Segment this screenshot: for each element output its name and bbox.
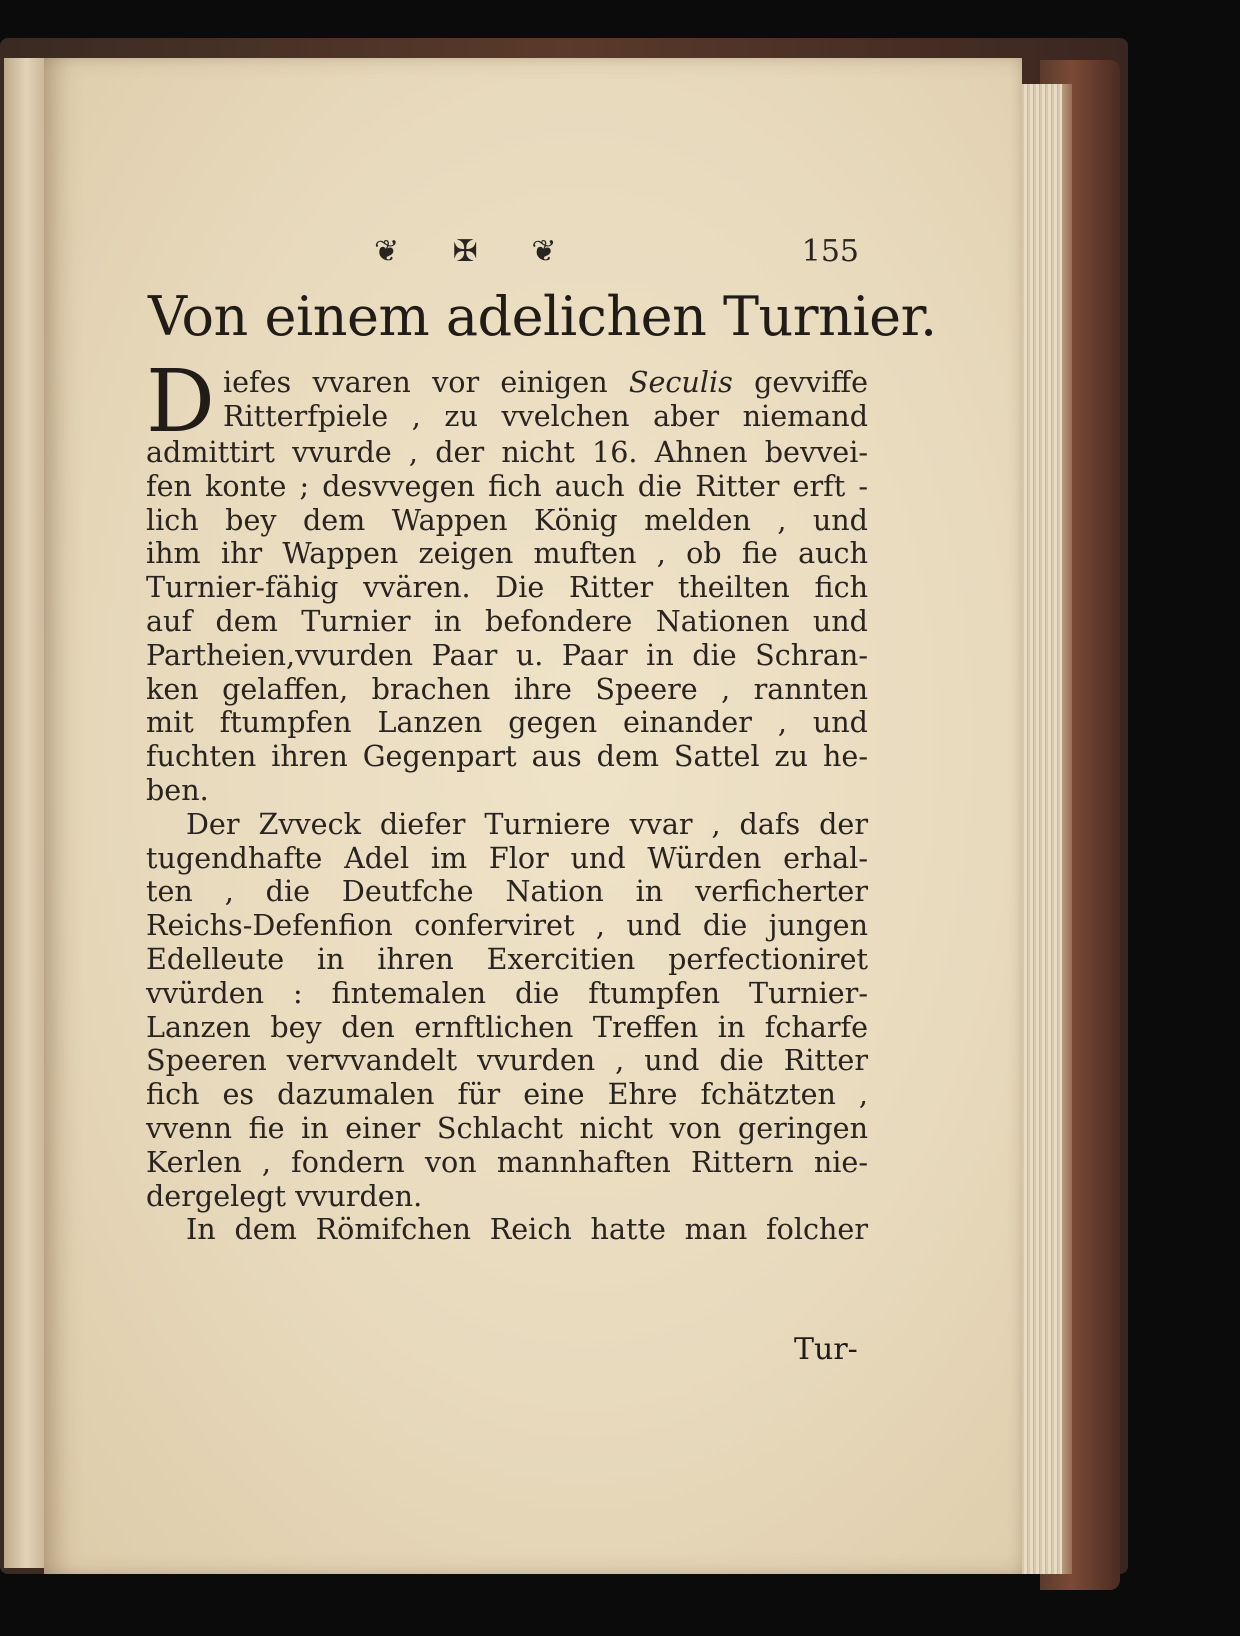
text-line: Speeren vervvandelt vvurden , und die Ritter <box>146 1043 868 1078</box>
text-line: Reichs-Defenfion conferviret , und die jungen <box>146 908 868 943</box>
book-page <box>44 58 1022 1574</box>
text-line: dergelegt vvurden. <box>146 1178 423 1213</box>
paragraph-1 <box>146 352 868 808</box>
text-line: In dem Römifchen Reich hatte man folcher <box>186 1212 868 1247</box>
page-number: 155 <box>801 234 859 269</box>
text-line: fuchten ihren Gegenpart aus dem Sattel zu he- <box>146 739 868 774</box>
text-line: Kerlen , fondern von mannhaften Rittern nie- <box>146 1144 868 1179</box>
text-line: Der Zvveck diefer Turniere vvar , dafs der <box>186 806 868 841</box>
text-line: tugendhafte Adel im Flor und Würden erhal- <box>146 840 868 875</box>
text-line: vvenn fie in einer Schlacht nicht von geringen <box>146 1110 868 1145</box>
page-title: Von einem adelichen Turnier. <box>148 285 937 348</box>
text-line: fich es dazumalen für eine Ehre fchätzten , <box>146 1077 868 1112</box>
text-line: ihm ihr Wappen zeigen muften , ob fie auch <box>146 536 868 571</box>
text-line: ten , die Deutfche Nation in verficherter <box>146 874 868 909</box>
paragraph-2 <box>146 808 868 1214</box>
previous-page-sliver <box>4 58 46 1568</box>
text-line: ken gelaffen, brachen ihre Speere , rannten <box>146 671 868 706</box>
text-line: auf dem Turnier in befondere Nationen und <box>146 603 868 638</box>
text-line: Lanzen bey den ernftlichen Treffen in fcharfe <box>146 1009 868 1044</box>
page-edges <box>1018 84 1072 1574</box>
text-line: mit ftumpfen Lanzen gegen einander , und <box>146 705 868 740</box>
paragraph-3 <box>146 1213 868 1247</box>
body-text <box>146 352 868 1247</box>
text-line: lich bey dem Wappen König melden , und <box>146 502 868 537</box>
text-line: admittirt vvurde , der nicht 16. Ahnen bevvei- <box>146 435 868 469</box>
drop-cap: D <box>146 352 215 452</box>
text-line: Ritterfpiele , zu vvelchen aber niemand <box>222 398 868 433</box>
text-line: ben. <box>146 772 209 807</box>
text-line: Edelleute in ihren Exercitien perfectioniret <box>146 941 868 976</box>
text-line: vvürden : fintemalen die ftumpfen Turnier- <box>146 975 868 1010</box>
text-line: Partheien,vvurden Paar u. Paar in die Schran- <box>146 637 868 672</box>
page-header <box>374 234 859 274</box>
text-line: fen konte ; desvvegen fich auch die Ritter erft - <box>146 468 868 503</box>
catchword: Tur- <box>794 1332 858 1367</box>
text-line: Turnier-fähig vvären. Die Ritter theilten fich <box>146 570 868 605</box>
ornament-icon: ❦ ✠ ❦ <box>374 234 579 269</box>
text-line: iefes vvaren vor einigen Seculis gevviffe <box>222 365 868 399</box>
